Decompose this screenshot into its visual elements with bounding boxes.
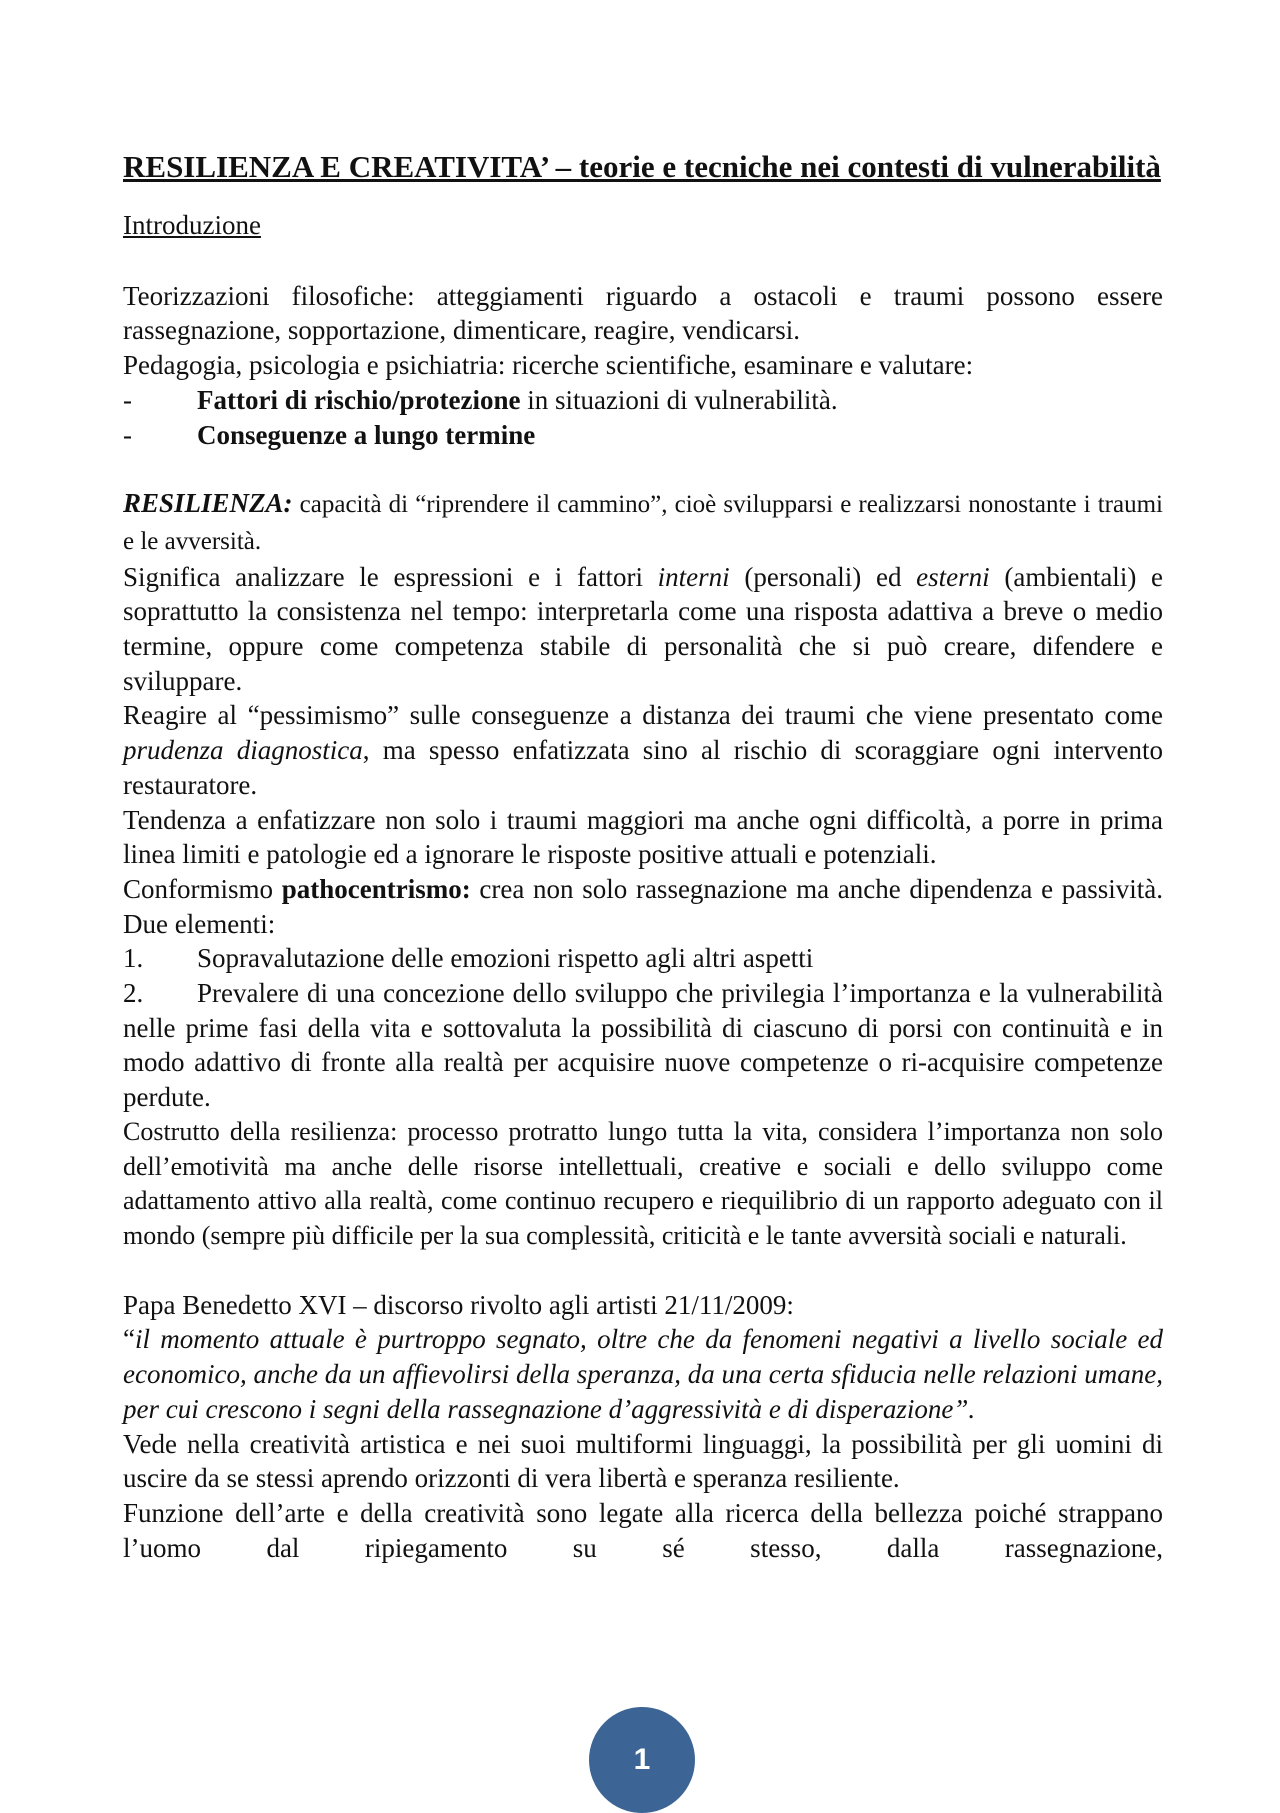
paragraph-funzione: Funzione dell’arte e della creatività sono legate alla ricerca della bellezza poiché strappano l’uomo dal ripiegamento su sé stesso, dalla rassegnazione, bbox=[123, 1497, 1163, 1563]
text-run: (ambientali) e soprattutto la consistenza nel tempo: interpretarla come una risposta adattiva a breve o medio termine, oppure come competenza stabile di personalità che si può creare, difendere e sviluppare. bbox=[123, 561, 1163, 696]
bullet-bold-text: Fattori di rischio/protezione bbox=[197, 384, 521, 415]
paragraph-resilienza-definition bbox=[123, 486, 1163, 559]
italic-interni: interni bbox=[657, 561, 730, 592]
document-title: RESILIENZA E CREATIVITA’ – teorie e tecniche nei contesti di vulnerabilità bbox=[123, 149, 1161, 184]
page-number-badge: 1 bbox=[589, 1707, 695, 1813]
document-page bbox=[123, 148, 1163, 1565]
quote-text: il momento attuale è purtroppo segnato, oltre che da fenomeni negativi a livello sociale ed economico, anche da un affievolirsi della speranza, da una certa sfiducia nelle relazioni umane, per cui crescono i segni della rassegnazione d’aggressività e di disperazione”. bbox=[123, 1324, 1163, 1424]
list-item bbox=[123, 418, 1163, 453]
bullet-text: in situazioni di vulnerabilità. bbox=[520, 384, 838, 415]
paragraph-conformismo bbox=[123, 872, 1163, 941]
italic-esterni: esterni bbox=[916, 561, 990, 592]
section-heading-introduzione: Introduzione bbox=[123, 210, 261, 240]
number-marker: 2. bbox=[123, 978, 144, 1009]
paragraph-papa: Papa Benedetto XVI – discorso rivolto agli artisti 21/11/2009: bbox=[123, 1289, 794, 1320]
paragraph-costrutto: Costrutto della resilienza: processo protratto lungo tutta la vita, considera l’importanza non solo dell’emotività ma anche delle risorse intellettuali, creative e sociali e dello sviluppo come adattamento attivo alla realtà, come continuo recupero e riequilibrio di un rapporto adeguato con il mondo (sempre più difficile per la sua complessità, criticità e le tante avversità sociali e naturali. bbox=[123, 1116, 1163, 1250]
definition-text: capacità di “riprendere il cammino”, cioè svilupparsi e realizzarsi nonostante i traumi e le avversità. bbox=[123, 491, 1163, 555]
number-marker: 1. bbox=[123, 943, 144, 974]
paragraph-teorizzazioni: Teorizzazioni filosofiche: atteggiamenti riguardo a ostacoli e traumi possono essere rassegnazione, sopportazione, dimenticare, reagire, vendicarsi. bbox=[123, 280, 1163, 346]
paragraph-reagire bbox=[123, 698, 1163, 802]
bullet-marker: - bbox=[123, 419, 132, 450]
text-run: (personali) ed bbox=[729, 561, 917, 592]
numbered-text: Prevalere di una concezione dello sviluppo che privilegia l’importanza e la vulnerabilità nelle prime fasi della vita e sottovaluta la possibilità di ciascuno di porsi con continuità e in modo adattivo di fronte alla realtà per acquisire nuove competenze o ri-acquisire competenze perdute. bbox=[123, 978, 1163, 1113]
term-resilienza: RESILIENZA: bbox=[123, 488, 293, 519]
paragraph-vede: Vede nella creatività artistica e nei suoi multiformi linguaggi, la possibilità per gli uomini di uscire da se stessi aprendo orizzonti di vera libertà e speranza resiliente. bbox=[123, 1428, 1163, 1494]
list-item bbox=[123, 976, 1163, 1115]
italic-prudenza-diagnostica: prudenza diagnostica bbox=[123, 735, 363, 766]
bullet-bold-text: Conseguenze a lungo termine bbox=[197, 419, 536, 450]
text-run: Significa analizzare le espressioni e i fattori bbox=[123, 561, 658, 592]
text-run: crea non solo rassegnazione ma anche dipendenza e passività. Due elementi: bbox=[123, 873, 1163, 939]
numbered-text: Sopravalutazione delle emozioni rispetto agli altri aspetti bbox=[197, 943, 814, 974]
bullet-marker: - bbox=[123, 384, 132, 415]
paragraph-tendenza: Tendenza a enfatizzare non solo i traumi maggiori ma anche ogni difficoltà, a porre in prima linea limiti e patologie ed a ignorare le risposte positive attuali e potenziali. bbox=[123, 804, 1163, 870]
bold-pathocentrismo: pathocentrismo: bbox=[281, 873, 471, 904]
quote-open: “ bbox=[123, 1324, 135, 1355]
text-run: Reagire al “pessimismo” sulle conseguenze a distanza dei traumi che viene presentato come bbox=[123, 700, 1163, 731]
list-item bbox=[123, 383, 1163, 418]
quote-block bbox=[123, 1322, 1163, 1426]
text-run: Conformismo bbox=[123, 873, 282, 904]
text-run: , ma spesso enfatizzata sino al rischio di scoraggiare ogni intervento restauratore. bbox=[123, 735, 1164, 800]
list-item bbox=[123, 941, 1163, 976]
paragraph-pedagogia: Pedagogia, psicologia e psichiatria: ricerche scientifiche, esaminare e valutare: bbox=[123, 350, 974, 381]
paragraph-significa bbox=[123, 560, 1163, 699]
